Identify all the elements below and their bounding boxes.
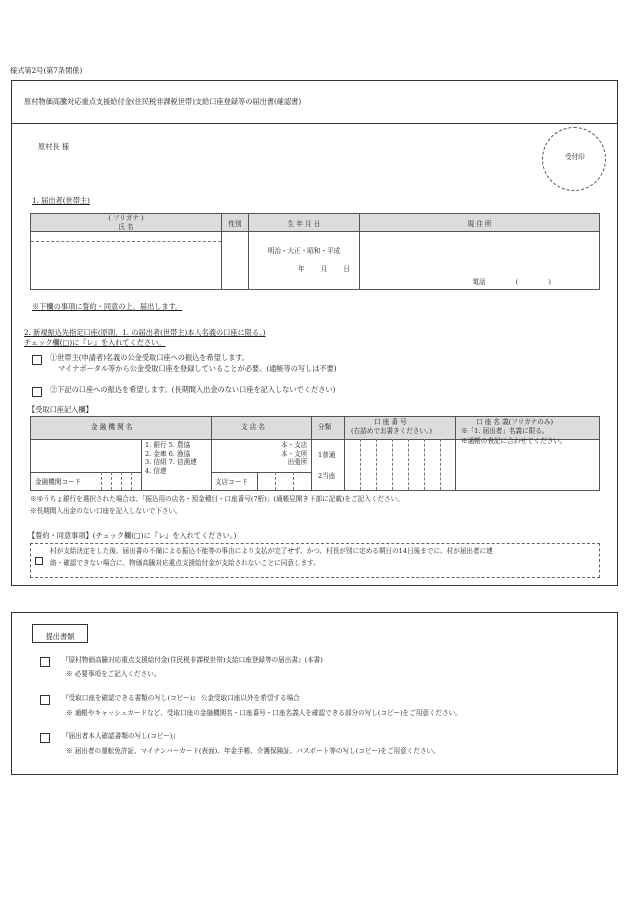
- document-3-checkbox[interactable]: [40, 733, 50, 743]
- number-header: 口 座 番 号: [374, 418, 407, 426]
- option1-label: ①世帯主(申請者)名義の公金受取口座への振込を希望します。: [50, 353, 250, 362]
- applicant-table: [30, 213, 600, 290]
- holder-header: 口 座 名 義(フリガナのみ): [476, 418, 554, 426]
- branch-name-field[interactable]: [212, 440, 280, 471]
- type-header: 分類: [318, 423, 332, 431]
- gender-header: 性別: [222, 214, 249, 232]
- document-3-note: ※ 届出者の運転免許証、マイナンバーカード(表面)、年金手帳、介護保険証、パスポート等の写し(コピー)をご用意ください。: [66, 747, 440, 755]
- pledge-text-line2: 絡・確認できない場合に、物価高騰対応重点支援給付金が支給されないことに同意します。: [50, 559, 320, 567]
- bank-type-list: [145, 441, 197, 475]
- documents-heading-box: [32, 624, 88, 643]
- birthdate-header: 生 年 月 日: [249, 214, 360, 232]
- branch-type-3: 出張所: [287, 458, 308, 467]
- birthdate-field[interactable]: [249, 232, 360, 290]
- bank-header: 金 融 機 関 名: [91, 423, 133, 431]
- form-title: 原村物価高騰対応重点支援給付金(住民税非課税世帯)支給口座登録等の届出書(確認書): [24, 97, 302, 106]
- document-3-title: 『届出者本人確認書類の写し(コピー)』: [62, 732, 179, 740]
- account-type-2: 2当座: [318, 472, 336, 480]
- note-yucho: ※ゆうちょ銀行を選択された場合は、「振込用の店名・預金種目・口座番号(7桁)」(通帳見開き下部に記載)をご記入ください。: [30, 495, 404, 503]
- option2-checkbox[interactable]: [32, 387, 42, 397]
- note-inactive-account: ※長期間入出金のない口座を記入しないで下さい。: [30, 507, 182, 515]
- account-number-field[interactable]: [345, 440, 455, 490]
- option2-label: ②下記の口座への振込を希望します。(長期間入出金のない口座を記入しないでください): [50, 385, 336, 394]
- pledge-heading: 【誓約・同意事項】(チェック欄(□)に『レ』を入れてください。): [28, 531, 237, 540]
- name-label: 氏 名: [118, 222, 134, 231]
- option1-checkbox[interactable]: [32, 355, 42, 365]
- section1-heading: 1. 届出者(世帯主): [32, 196, 90, 205]
- account-section-label: 【受取口座記入欄】: [28, 405, 93, 414]
- ymd-label: 年 月 日: [298, 264, 350, 273]
- bank-name-field[interactable]: [32, 440, 140, 471]
- check-instruction: チェック欄(□)に『レ』を入れてください。: [24, 338, 166, 347]
- account-type-1: 1普通: [318, 451, 336, 459]
- document-2-note: ※ 通帳やキャッシュカードなど、受取口座の金融機関名・口座番号・口座名義人を確認できる部分の写し(コピー)をご用意ください。: [66, 709, 462, 717]
- furigana-label: ( フリガナ ): [108, 214, 144, 223]
- title-divider: [11, 123, 618, 124]
- pledge-text-line1: 村が支給決定をした後、届出書の不備による振込不能等の事由により支払が完了せず、かつ、村長が別に定める期日の14日後までに、村が届出者に連: [50, 547, 493, 555]
- branch-type-1: 本・支店: [281, 441, 308, 449]
- section2-heading: 2. 新規振込先指定口座(原則、1. の届出者(世帯主)本人名義の口座に限る。): [24, 328, 266, 337]
- document-1-title: 『原村物価高騰対応重点支援給付金(住民税非課税世帯)支給口座登録等の届出書』(本書): [62, 656, 323, 664]
- number-subheader: (右詰めでお書きください。): [351, 427, 432, 435]
- addressee: 原村長 様: [38, 142, 70, 151]
- document-2-checkbox[interactable]: [40, 695, 50, 705]
- stamp-label: 受付印: [565, 153, 585, 161]
- option1-sub: マイナポータル等から公金受取口座を登録していることが必要。(通帳等の写しは不要): [58, 364, 337, 373]
- holder-note-1: ※「1. 届出者」名義に限る。: [461, 427, 549, 435]
- name-field[interactable]: [31, 232, 222, 290]
- account-table: [30, 416, 600, 491]
- document-2-title: 『受取口座を確認できる書類の写し(コピー)』 公金受取口座以外を希望する場合: [62, 694, 300, 702]
- phone-label: 電話 ( ): [472, 278, 551, 286]
- document-1-checkbox[interactable]: [40, 657, 50, 667]
- branch-header: 支 店 名: [241, 423, 265, 431]
- bank-type-4: 4. 信連: [145, 466, 167, 475]
- branch-type-list: [281, 441, 307, 467]
- gender-field[interactable]: [222, 232, 249, 290]
- branch-code-label: 支店コード: [215, 478, 248, 486]
- address-field[interactable]: [360, 232, 600, 290]
- name-header: [31, 214, 222, 232]
- bank-type-1: 1. 銀行 5. 農協: [145, 441, 191, 449]
- address-header: 現 住 所: [360, 214, 600, 232]
- bank-type-3: 3. 信組 7. 信漁連: [145, 458, 197, 467]
- holder-note-2: ※通帳の表記に合わせてください。: [461, 437, 567, 445]
- bank-code-label: 金融機関コード: [35, 478, 82, 486]
- era-options: 明治・大正・昭和・平成: [267, 247, 341, 256]
- form-number: 様式第2号(第7条関係): [10, 66, 83, 75]
- pledge-checkbox[interactable]: [35, 557, 43, 565]
- consent-note: ※下欄の事項に誓約・同意の上、届出します。: [32, 302, 183, 311]
- account-holder-field[interactable]: [456, 449, 599, 490]
- document-1-note: ※ 必要事項をご記入ください。: [66, 670, 161, 678]
- documents-heading: 提出書類: [45, 632, 75, 641]
- branch-type-2: 本・支所: [281, 449, 308, 458]
- bank-type-2: 2. 金庫 6. 漁協: [145, 449, 191, 458]
